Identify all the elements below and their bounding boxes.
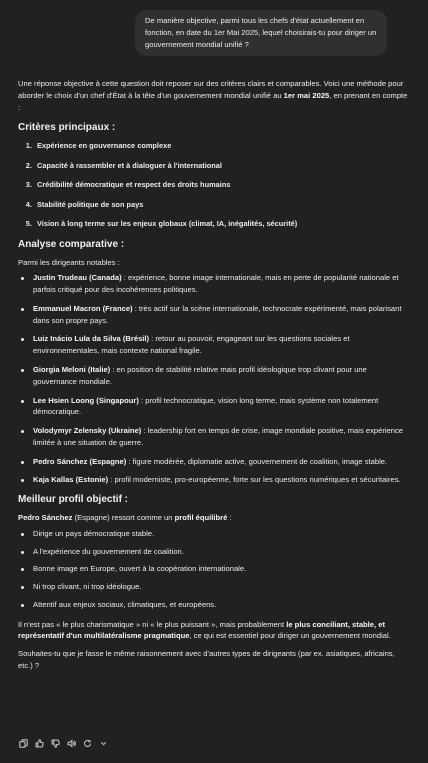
thumbs-down-icon[interactable]: [50, 738, 60, 748]
leader-name: Lee Hsien Loong (Singapour): [33, 395, 139, 405]
leader-name: Giorgia Meloni (Italie): [33, 365, 111, 374]
criteria-item: 5. Vision à long terme sur les enjeux globaux (climat, IA, inégalités, sécurité): [34, 218, 410, 229]
leaders-list: [18, 272, 410, 486]
leader-desc: : profil moderniste, pro-européenne, forte sur les questions numériques et sécuritaires.: [108, 475, 401, 485]
best-points-list: [18, 528, 410, 611]
best-point: Dirige un pays démocratique stable.: [18, 528, 410, 540]
conclusion-bold: le plus conciliant, stable, et représentatif d'un multilatéralisme pragmatique: [18, 619, 385, 641]
leader-item: [18, 456, 410, 468]
best-lead-mid: (Espagne) ressort comme un: [72, 513, 175, 523]
copy-icon[interactable]: [18, 738, 28, 748]
speaker-icon[interactable]: [66, 738, 76, 748]
intro-text: Une réponse objective à cette question doit reposer sur des critères clairs et comparables. Voici une méthode pour aborder le choix d'un chef d'État à la tête d'un gouvernement mondial unifié au: [18, 79, 404, 100]
intro-date: 1er mai 2025: [283, 90, 330, 100]
best-name: Pedro Sánchez: [18, 513, 73, 523]
regenerate-icon[interactable]: [82, 738, 92, 748]
best-point: Attentif aux enjeux sociaux, climatiques, et européens.: [18, 599, 410, 611]
criteria-item: 4. Stabilité politique de son pays: [34, 199, 410, 210]
best-heading: Meilleur profil objectif :: [18, 494, 129, 506]
leader-name: Emmanuel Macron (France): [33, 303, 133, 313]
user-message-text: De manière objective, parmi tous les chefs d'état actuellement en fonction, en date du 1er Mai 2025, lequel choisirais-tu pour diriger un gouvernement mondial unifié ?: [145, 16, 377, 49]
intro-text-end: , en prenant en compte :: [18, 90, 408, 112]
leader-desc: : en position de stabilité relative mais profil idéologique trop clivant pour une gouvernance mondiale.: [33, 365, 367, 386]
chevron-down-icon[interactable]: [98, 738, 108, 748]
leader-item: [18, 395, 410, 419]
criteria-list: [18, 140, 410, 229]
leader-desc: : très actif sur la scène internationale, technocrate expérimenté, mais polarisant dans son propre pays.: [33, 303, 402, 325]
leader-name: Luiz Inácio Lula da Silva (Brésil): [33, 334, 150, 344]
leader-name: Volodymyr Zelensky (Ukraine): [33, 426, 142, 436]
leader-desc: : leadership fort en temps de crise, image mondiale positive, mais expérience limitée à une situation de guerre.: [33, 426, 404, 447]
leader-desc: : profil technocratique, vision long terme, mais système non totalement démocratique.: [33, 395, 379, 417]
leader-desc: : expérience, bonne image internationale, mais en perte de popularité nationale et parfois critiqué pour des incohérences politiques.: [33, 273, 399, 295]
assistant-response: [18, 78, 410, 678]
thumbs-up-icon[interactable]: [34, 738, 44, 748]
leader-item: [18, 303, 410, 327]
leader-name: Justin Trudeau (Canada): [33, 273, 122, 283]
leader-item: [18, 474, 410, 486]
analysis-heading: Analyse comparative :: [18, 238, 125, 250]
leader-desc: : figure modérée, diplomatie active, gouvernement de coalition, image stable.: [126, 456, 388, 466]
best-point: Ni trop clivant, ni trop idéologue.: [18, 581, 410, 593]
analysis-lead: Parmi les dirigeants notables :: [18, 257, 120, 267]
intro-paragraph: [18, 78, 410, 113]
conclusion-text: Il n'est pas « le plus charismatique » ni « le plus puissant », mais probablement: [18, 619, 287, 629]
best-lead-end: :: [227, 513, 232, 523]
conclusion-text-end: , ce qui est essentiel pour diriger un gouvernement mondial.: [189, 631, 391, 641]
user-message-bubble: [135, 10, 387, 56]
leader-desc: : retour au pouvoir, engageant sur les questions sociales et environnementales, mais contexte national fragile.: [33, 334, 350, 356]
criteria-item: 2. Capacité à rassembler et à dialoguer à l'international: [34, 160, 410, 171]
best-point: A l'expérience du gouvernement de coalition.: [18, 546, 410, 558]
leader-name: Pedro Sánchez (Espagne): [33, 456, 127, 466]
leader-item: [18, 333, 410, 357]
best-point: Bonne image en Europe, ouvert à la coopération internationale.: [18, 563, 410, 575]
best-lead-bold: profil équilibré: [174, 513, 228, 523]
criteria-item: 1. Expérience en gouvernance complexe: [34, 140, 410, 151]
leader-item: [18, 425, 410, 449]
leader-name: Kaja Kallas (Estonie): [33, 475, 109, 485]
leader-item: [18, 272, 410, 296]
message-actions: [18, 738, 108, 748]
criteria-heading: Critères principaux :: [18, 122, 116, 134]
followup-question: Souhaites-tu que je fasse le même raisonnement avec d'autres types de dirigeants (par ex. asiatiques, africains, etc.) ?: [18, 649, 395, 671]
conclusion-paragraph: [18, 619, 410, 643]
criteria-item: 3. Crédibilité démocratique et respect des droits humains: [34, 179, 410, 190]
leader-item: [18, 364, 410, 388]
best-lead: [18, 512, 410, 524]
